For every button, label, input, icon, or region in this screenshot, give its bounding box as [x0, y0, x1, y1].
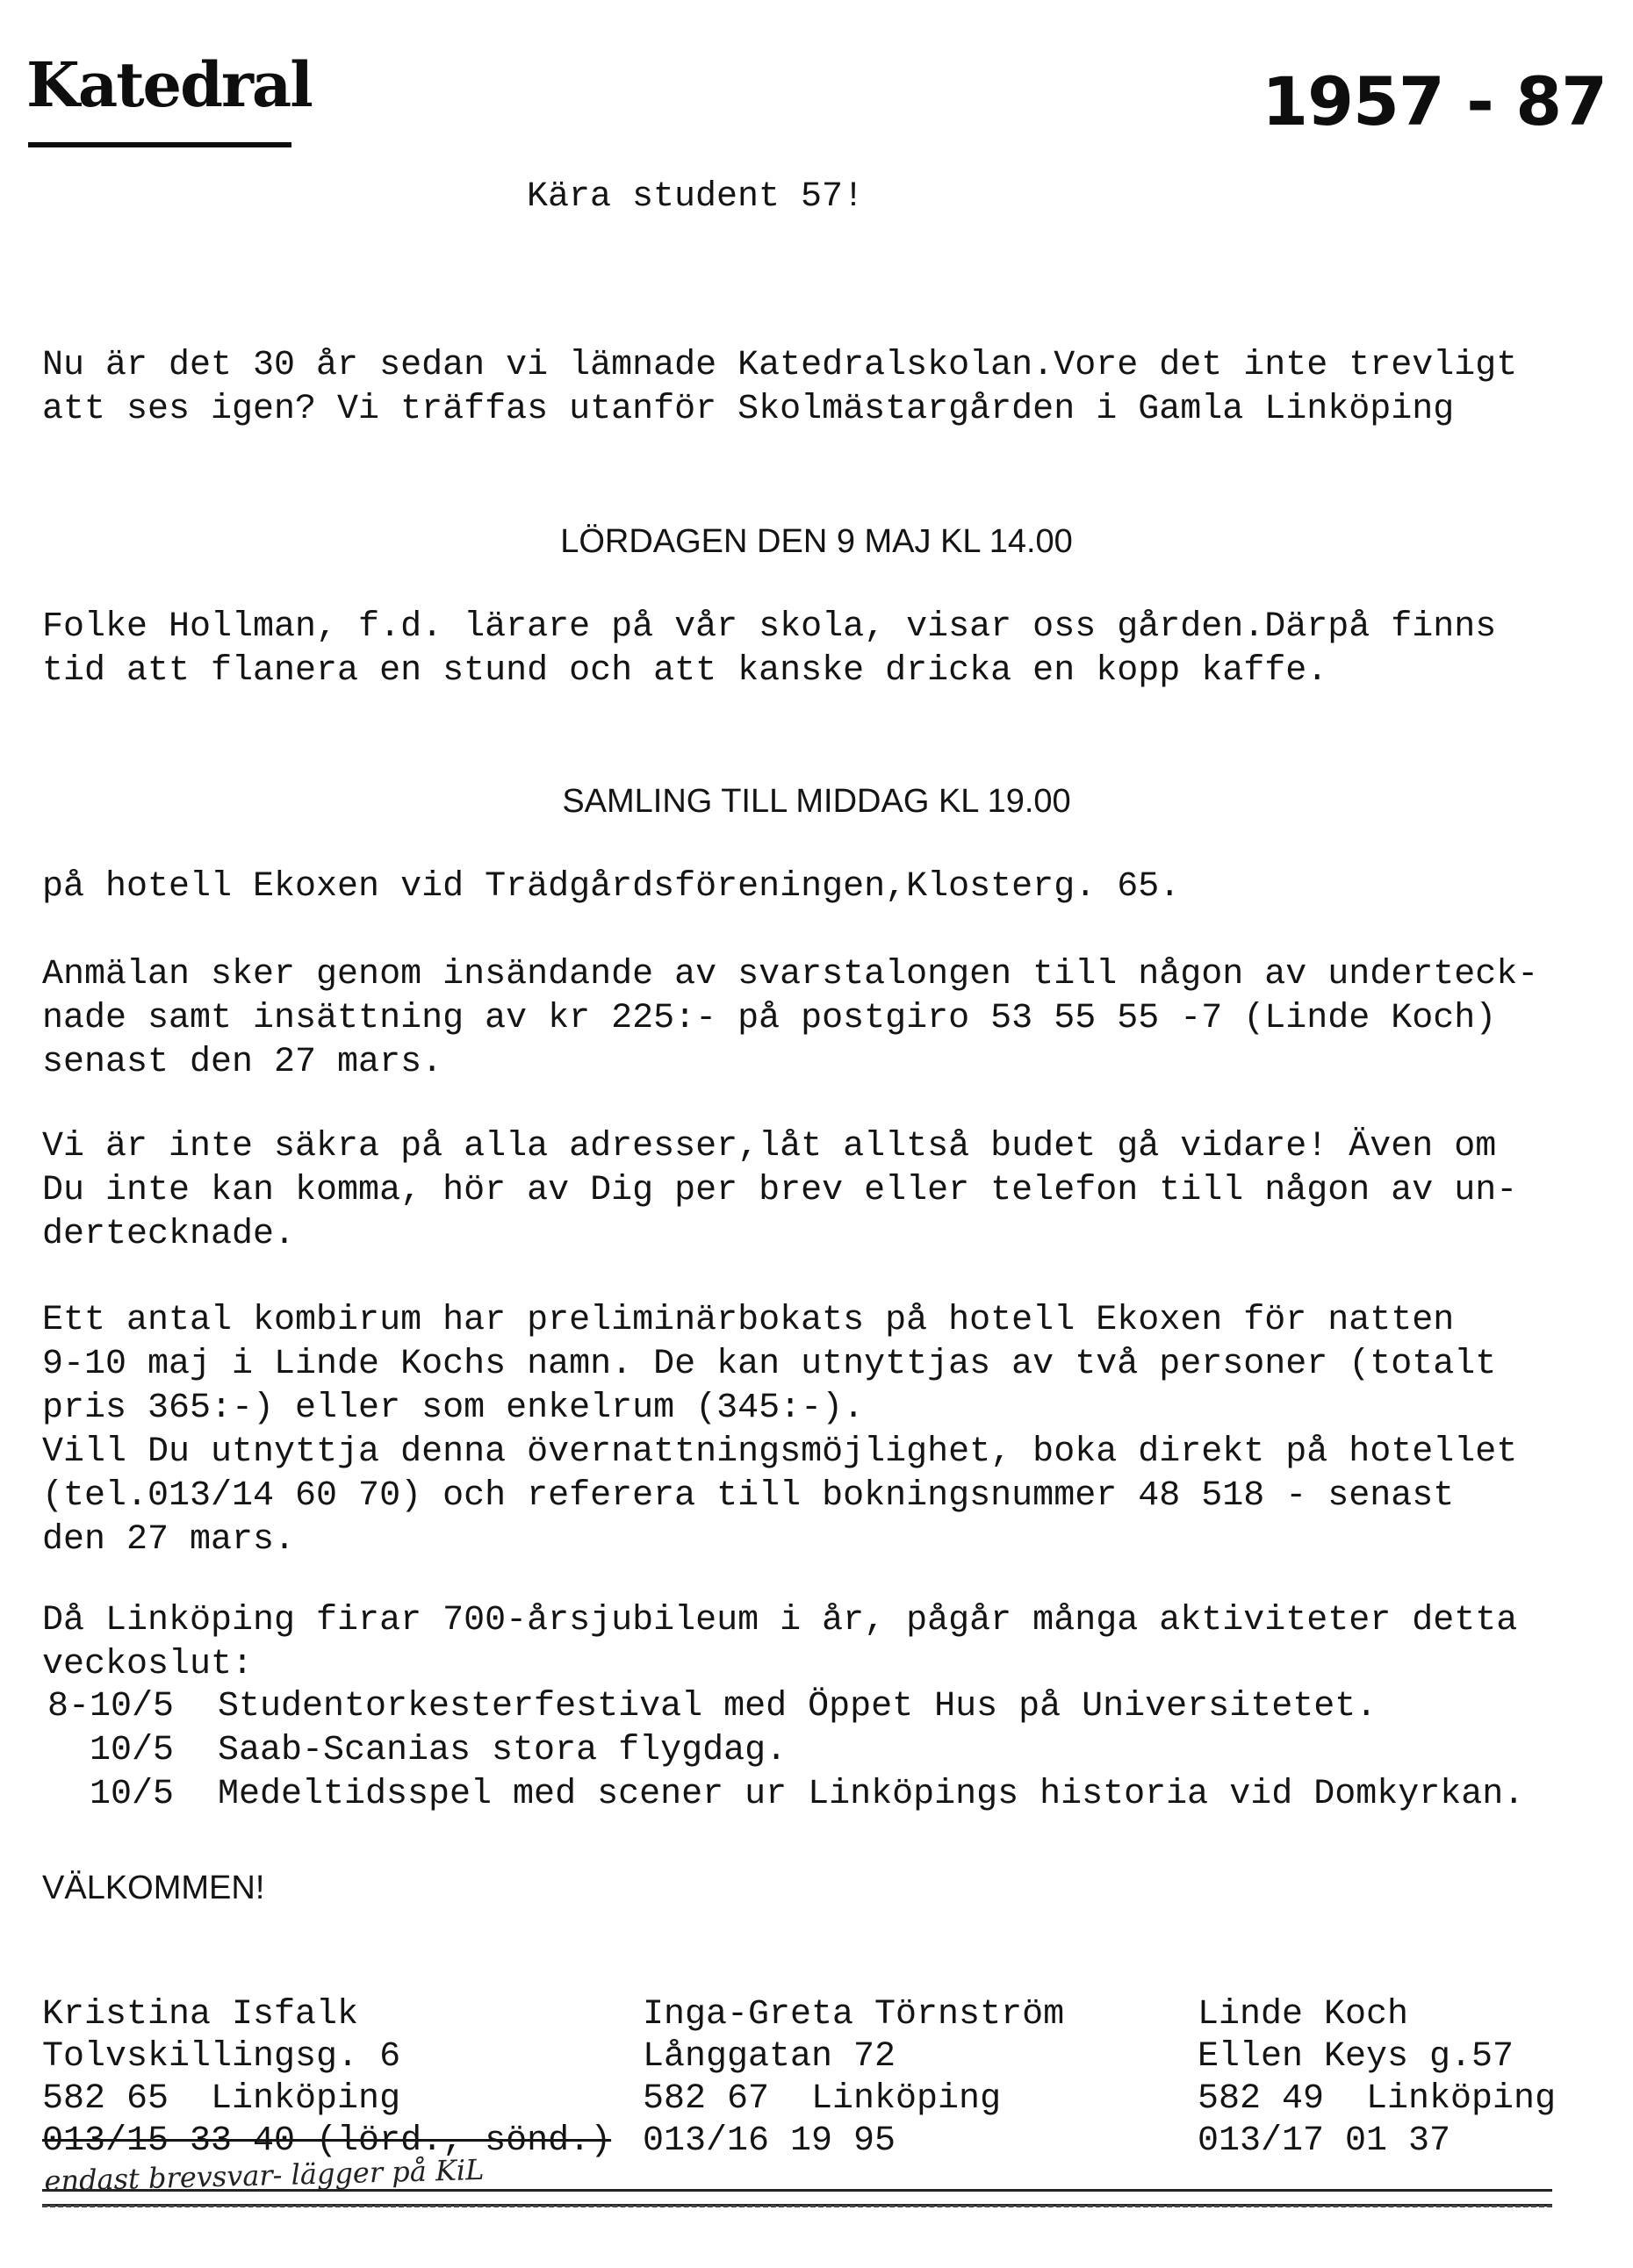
cut-line-dashes [42, 2205, 1552, 2207]
address-paragraph [42, 1125, 1622, 1257]
signatory-inga-greta [643, 1994, 1064, 2163]
signatory-phone: 013/16 19 95 [643, 2121, 896, 2161]
venue-paragraph [42, 865, 1622, 909]
event-date: 10/5 [89, 1775, 174, 1814]
text-line: Vill Du utnyttja denna övernattningsmöjlighet, boka direkt på hotellet [42, 1432, 1518, 1472]
event-text: Medeltidsspel med scener ur Linköpings historia vid Domkyrkan. [218, 1775, 1525, 1814]
list-item [42, 1773, 1524, 1817]
heading-dinner: SAMLING TILL MIDDAG KL 19.00 [562, 783, 1071, 820]
text-line: Då Linköping firar 700-årsjubileum i år, pågår många aktiviteter detta [42, 1601, 1518, 1640]
text-line: den 27 mars. [42, 1520, 296, 1560]
event-text: Studentorkesterfestival med Öppet Hus på Universitetet. [218, 1687, 1378, 1726]
text-line: på hotell Ekoxen vid Trädgårdsföreningen,Klosterg. 65. [42, 867, 1181, 907]
text-line: tid att flanera en stund och att kanske dricka en kopp kaffe. [42, 651, 1328, 691]
list-item [42, 1685, 1524, 1729]
text-line: Anmälan sker genom insändande av svarstalongen till någon av underteck- [42, 955, 1539, 994]
list-item [42, 1729, 1524, 1773]
text-line: pris 365:-) eller som enkelrum (345:-). [42, 1389, 865, 1428]
events-list [42, 1685, 1524, 1817]
anniversary-years: 1957 - 87 [1262, 62, 1607, 140]
text-line: 9-10 maj i Linde Kochs namn. De kan utnyttjas av två personer (totalt [42, 1345, 1497, 1384]
text-line: Vi är inte säkra på alla adresser,låt alltså budet gå vidare! Även om [42, 1127, 1497, 1166]
signatory-city: 582 67 Linköping [643, 2079, 1002, 2119]
signatory-name: Linde Koch [1198, 1995, 1409, 2035]
tour-paragraph [42, 606, 1622, 693]
signatory-street: Tolvskillingsg. 6 [42, 2037, 401, 2077]
event-date: 8-10/5 [47, 1687, 174, 1726]
signatory-name: Kristina Isfalk [42, 1995, 359, 2035]
event-date: 10/5 [89, 1731, 174, 1770]
signatory-phone-struck: 013/15 33 40 (lörd., sönd.) [42, 2121, 612, 2161]
signatory-city: 582 65 Linköping [42, 2079, 401, 2119]
registration-paragraph [42, 953, 1622, 1085]
welcome-text: VÄLKOMMEN! [42, 1870, 265, 1906]
text-line: Folke Hollman, f.d. lärare på vår skola, visar oss gården.Därpå finns [42, 607, 1497, 647]
signatory-phone: 013/17 01 37 [1198, 2121, 1451, 2161]
signatory-street: Ellen Keys g.57 [1198, 2037, 1514, 2077]
signatory-name: Inga-Greta Törnström [643, 1995, 1065, 2035]
event-text: Saab-Scanias stora flygdag. [218, 1731, 788, 1770]
text-line: Ett antal kombirum har preliminärbokats på hotell Ekoxen för natten [42, 1301, 1455, 1340]
signatory-street: Långgatan 72 [643, 2037, 896, 2077]
masthead-underline [28, 142, 291, 147]
text-line: Du inte kan komma, hör av Dig per brev eller telefon till någon av un- [42, 1171, 1518, 1210]
text-line: nade samt insättning av kr 225:- på postgiro 53 55 55 -7 (Linde Koch) [42, 999, 1497, 1038]
heading-saturday: LÖRDAGEN DEN 9 MAJ KL 14.00 [560, 523, 1073, 560]
signatory-linde [1198, 1994, 1556, 2163]
greeting: Kära student 57! [527, 177, 865, 217]
handwritten-note: endast brevsvar- lägger på KiL [44, 2152, 485, 2198]
hotel-paragraph [42, 1299, 1622, 1562]
text-line: Nu är det 30 år sedan vi lämnade Katedralskolan.Vore det inte trevligt [42, 346, 1518, 385]
signatory-city: 582 49 Linköping [1198, 2079, 1557, 2119]
intro-paragraph [42, 344, 1622, 432]
text-line: senast den 27 mars. [42, 1043, 443, 1082]
text-line: dertecknade. [42, 1215, 296, 1254]
text-line: veckoslut: [42, 1645, 254, 1684]
signatory-kristina [42, 1994, 611, 2163]
text-line: att ses igen? Vi träffas utanför Skolmästargården i Gamla Linköping [42, 390, 1455, 429]
masthead-logo: Katedral [26, 48, 312, 121]
jubilee-paragraph [42, 1599, 1622, 1687]
text-line: (tel.013/14 60 70) och referera till bokningsnummer 48 518 - senast [42, 1476, 1455, 1516]
